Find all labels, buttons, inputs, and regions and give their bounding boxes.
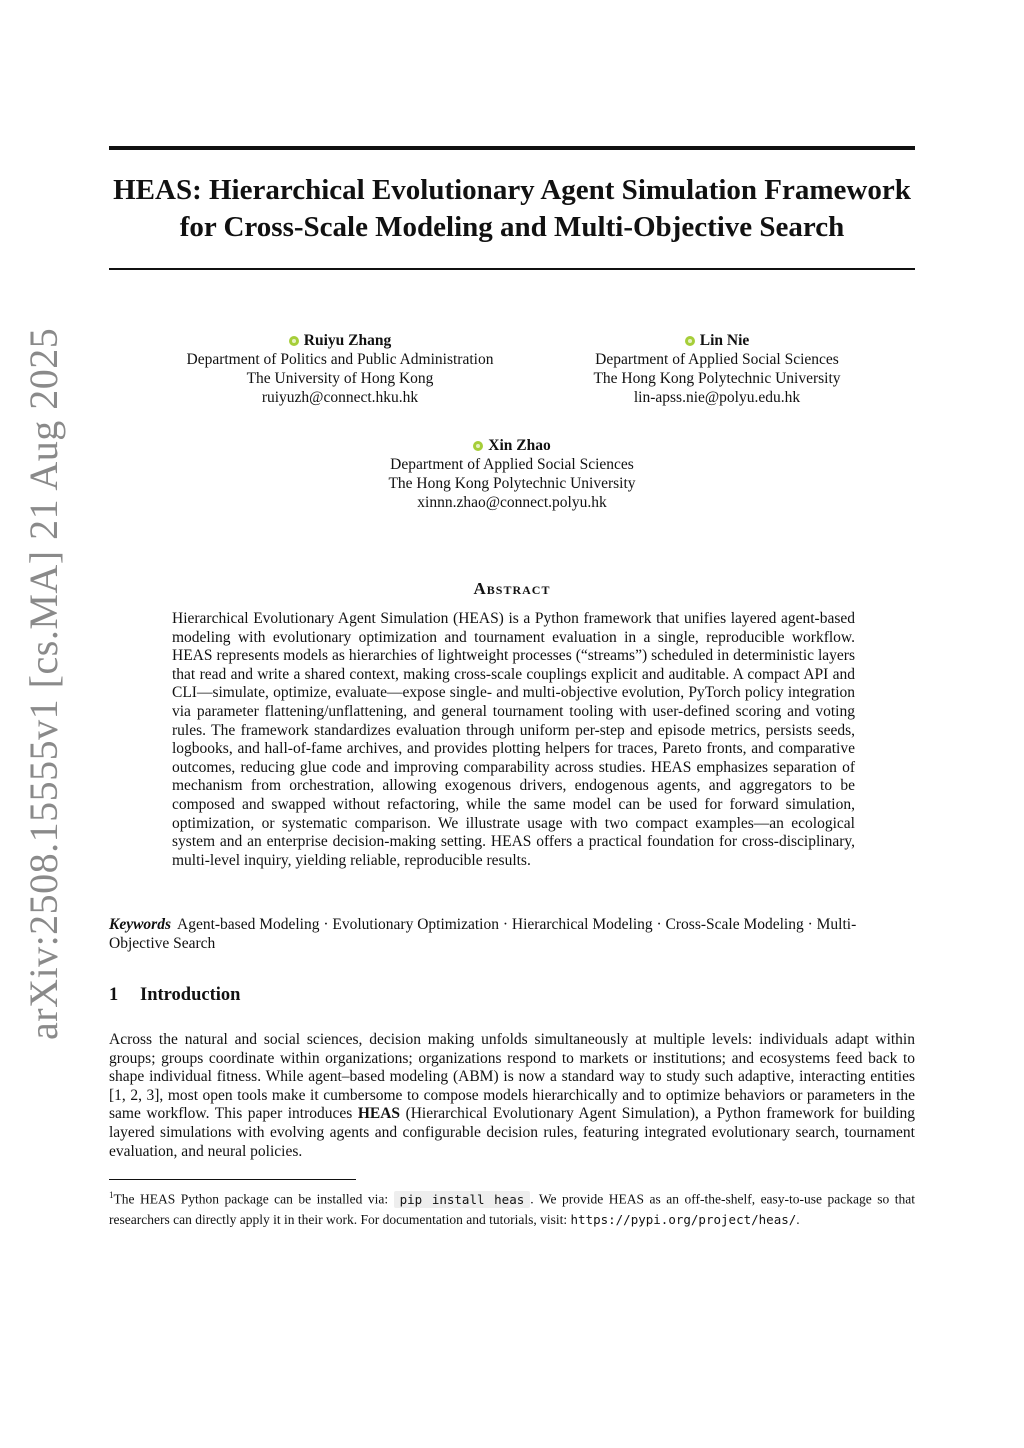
author-name: Xin Zhao [488,437,551,454]
abstract-heading: Abstract [473,579,551,598]
author-name-row [160,331,520,350]
orcid-icon[interactable] [289,336,299,346]
footnote-text-1: The HEAS Python package can be installed via: [113,1191,394,1207]
arxiv-identifier: arXiv:2508.15555v1 [cs.MA] 21 Aug 2025 [21,327,66,1040]
author-affiliation: Department of Politics and Public Administration [186,351,494,368]
intro-text-part-2: (Hierarchical Evolutionary Agent Simulation), a Python framework for building layered simulations with evolving agents and configurable decision rules, featuring integrated evolutionary search, tournament evaluation, and neural policies. [109,1105,915,1160]
install-command-code: pip install heas [394,1191,531,1208]
author-institution: The Hong Kong Polytechnic University [388,475,636,492]
intro-heas-emphasis: HEAS [357,1105,401,1123]
introduction-paragraph [109,1031,915,1161]
author-email[interactable]: xinnn.zhao@connect.polyu.hk [417,494,607,511]
author-name-row [567,331,867,350]
abstract-text: Hierarchical Evolutionary Agent Simulation (HEAS) is a Python framework that unifies layered agent-based modeling with evolutionary optimization and tournament evaluation in a single, reproducible workflow. HEAS represents models as hierarchies of lightweight processes (“streams”) scheduled in deterministic layers that read and write a shared context, making cross-scale couplings explicit and auditable. A compact API and CLI—simulate, optimize, evaluate—expose single- and multi-objective evolution, PyTorch policy integration via parameter flattening/unflattening, and general tournament tooling with user-defined scoring and voting rules. The framework standardizes evaluation through uniform per-step and episode metrics, persists seeds, logbooks, and hall-of-fame archives, and provides plotting helpers for traces, Pareto fronts, and comparative outcomes, reducing glue code and improving comparability across studies. HEAS emphasizes separation of mechanism from orchestration, allowing exogenous drivers, endogenous agents, and aggregators to be composed and swapped without refactoring, while the same model can be used for forward simulation, optimization, or systematic comparison. We illustrate usage with two compact examples—an ecological system and an enterprise decision-making setting. HEAS offers a practical foundation for cross-disciplinary, multi-level inquiry, yielding reliable, reproducible results. [172,610,855,869]
author-block-1 [160,331,520,407]
footnote-text-2: . We provide HEAS as an off-the-shelf, easy-to-use package so that researchers can directly apply it in their work. For documentation and tutorials, visit: [109,1191,915,1227]
author-name: Lin Nie [699,332,750,349]
author-affiliation: Department of Applied Social Sciences [595,351,839,368]
author-name: Ruiyu Zhang [303,332,392,349]
section-heading-introduction [109,985,240,1006]
keywords-label: Keywords [109,916,171,933]
pypi-link[interactable]: https://pypi.org/project/heas/ [570,1211,797,1227]
intro-text-part-1: Across the natural and social sciences, decision making unfolds simultaneously at multiple levels: individuals adapt within groups; groups coordinate within organizations; organizations respond to markets or institutions; and ecosystems feed back to shape individual fitness. While agent–based modeling (ABM) is now a standard way to study such adaptive, interacting entities [1, 2, 3], most open tools make it cumbersome to compose models hierarchically and to optimize behaviors or parameters in the same workflow. This paper introduces [109,1031,915,1123]
author-block-3 [362,436,662,512]
author-name-row [362,436,662,455]
title-top-rule [109,146,915,150]
footnote-mark: 1 [109,1190,114,1200]
section-title: Introduction [140,985,241,1005]
keywords-text: Agent-based Modeling · Evolutionary Optimization · Hierarchical Modeling · Cross-Scale Modeling · Multi-Objective Search [109,916,857,952]
title-line-2: for Cross-Scale Modeling and Multi-Objective Search [179,211,845,243]
author-email[interactable]: lin-apss.nie@polyu.edu.hk [633,389,801,406]
author-block-2 [567,331,867,407]
paper-title [100,172,924,246]
orcid-icon[interactable] [685,336,695,346]
footnote [109,1185,915,1230]
orcid-icon[interactable] [473,441,483,451]
section-number: 1 [109,985,119,1005]
title-bottom-rule [109,268,915,270]
author-email[interactable]: ruiyuzh@connect.hku.hk [261,389,419,406]
author-affiliation: Department of Applied Social Sciences [390,456,634,473]
author-institution: The University of Hong Kong [246,370,434,387]
footnote-text-3: . [796,1211,800,1227]
title-line-1: HEAS: Hierarchical Evolutionary Agent Simulation Framework [113,174,911,206]
footnote-rule [109,1179,356,1180]
keywords [109,915,915,953]
author-institution: The Hong Kong Polytechnic University [593,370,841,387]
